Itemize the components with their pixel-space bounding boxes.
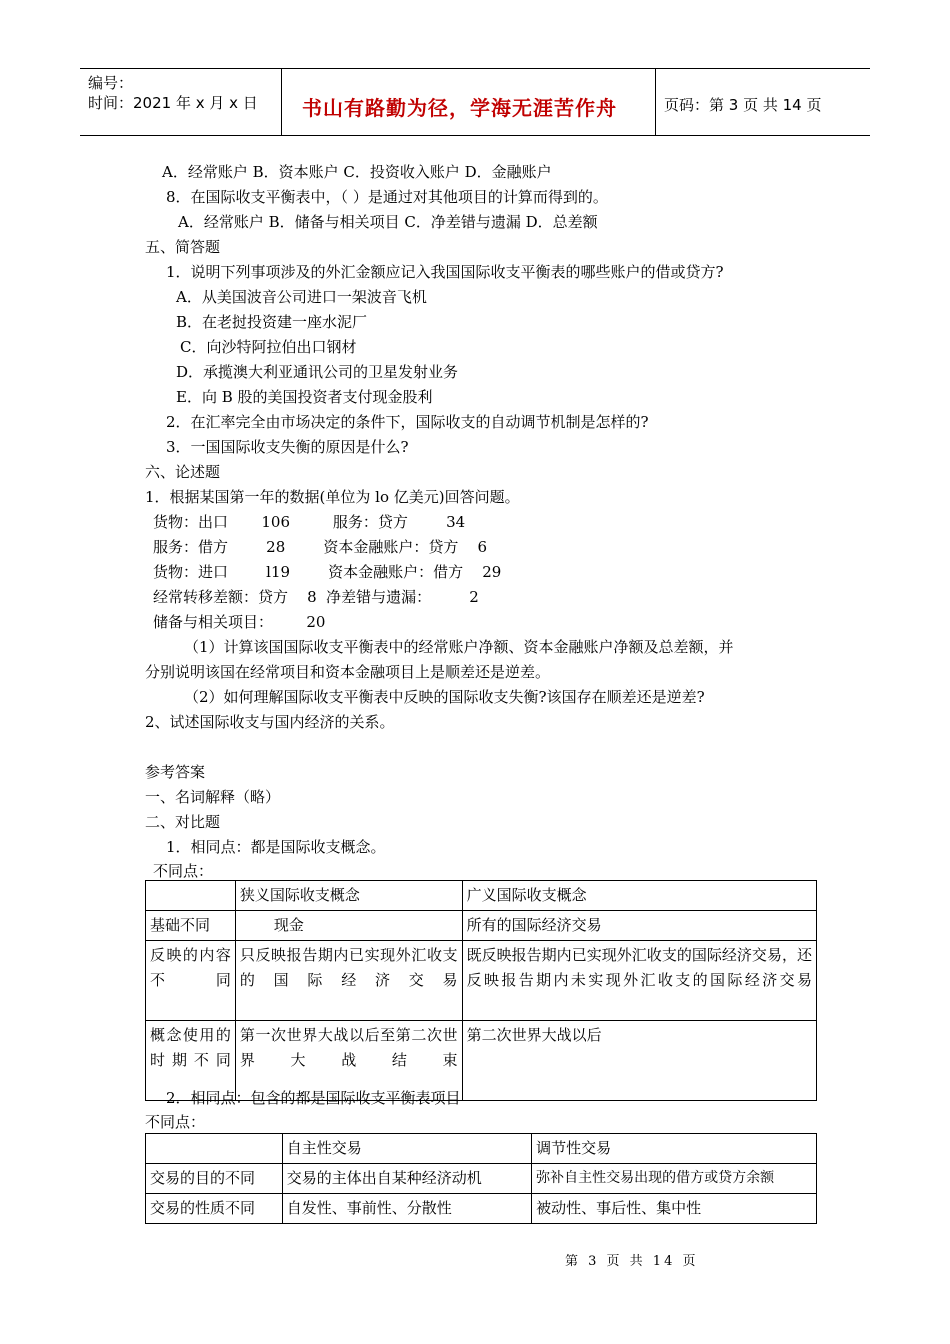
table-cell: 现金 (235, 911, 462, 941)
data-row-5: 储备与相关项目： 20 (153, 613, 326, 631)
answer-2-1-diff-label: 不同点： (153, 862, 214, 880)
q7-options: A．经常账户 B．资本账户 C．投资收入账户 D．金融账户 (162, 163, 552, 181)
data-row-2: 服务：借方 28 资本金融账户：贷方 6 (153, 538, 487, 556)
page-footer: 第 3 页 共 14 页 (565, 1254, 699, 1269)
comparison-table-2 (145, 1133, 817, 1224)
header-divider-left (281, 68, 282, 136)
table-cell: 基础不同 (146, 911, 236, 941)
table-cell: 弥补自主性交易出现的借方或贷方余额 (532, 1164, 817, 1194)
s6-q1-part2: （2）如何理解国际收支平衡表中反映的国际收支失衡?该国存在顺差还是逆差? (184, 688, 705, 706)
data-row-3: 货物：进口 l19 资本金融账户：借方 29 (153, 563, 502, 581)
answer-2-1-same: 1．相同点：都是国际收支概念。 (166, 838, 386, 856)
table-row (146, 1134, 817, 1164)
table-cell: 第一次世界大战以后至第二次世界大战结束 (235, 1021, 462, 1101)
q8-options: A．经常账户 B．储备与相关项目 C．净差错与遗漏 D．总差额 (178, 213, 598, 231)
answer-2-2-diff-label: 不同点： (145, 1113, 206, 1131)
data-row-1: 货物：出口 106 服务：贷方 34 (153, 513, 466, 531)
table-cell: 第二次世界大战以后 (462, 1021, 816, 1101)
table-row (146, 1194, 817, 1224)
s5-q1-option-c: C．向沙特阿拉伯出口钢材 (180, 338, 357, 356)
header-bottom-rule (80, 135, 870, 136)
table-cell: 只反映报告期内已实现外汇收支的国际经济交易 (235, 941, 462, 1021)
table-header: 狭义国际收支概念 (235, 881, 462, 911)
table-cell (146, 881, 236, 911)
s6-q1-part1-line1: （1）计算该国国际收支平衡表中的经常账户净额、资本金融账户净额及总差额，并 (184, 638, 734, 656)
table-header: 自主性交易 (282, 1134, 531, 1164)
table-cell: 自发性、事前性、分散性 (282, 1194, 531, 1224)
s5-question2: 2．在汇率完全由市场决定的条件下，国际收支的自动调节机制是怎样的? (166, 413, 649, 431)
header-number-label: 编号： (88, 74, 134, 92)
header-divider-right (655, 68, 656, 136)
s5-question3: 3．一国国际收支失衡的原因是什么? (166, 438, 409, 456)
table-header: 广义国际收支概念 (462, 881, 816, 911)
header-motto: 书山有路勤为径，学海无涯苦作舟 (302, 96, 617, 120)
section6-title: 六、论述题 (145, 463, 221, 481)
data-row-4: 经常转移差额：贷方 8 净差错与遗漏： 2 (153, 588, 479, 606)
s6-question2: 2、试述国际收支与国内经济的关系。 (145, 713, 395, 731)
answer-section-1: 一、名词解释（略） (145, 788, 281, 806)
table-cell: 交易的性质不同 (146, 1194, 283, 1224)
s5-question1: 1．说明下列事项涉及的外汇金额应记入我国国际收支平衡表的哪些账户的借或贷方? (166, 263, 724, 281)
s6-question1: 1．根据某国第一年的数据(单位为 lo 亿美元)回答问题。 (145, 488, 520, 506)
s6-q1-part1-line2: 分别说明该国在经常项目和资本金融项目上是顺差还是逆差。 (145, 663, 551, 681)
header-page-label: 页码：第 3 页 共 14 页 (664, 96, 822, 114)
table-row (146, 1164, 817, 1194)
s5-q1-option-e: E．向 B 股的美国投资者支付现金股利 (176, 388, 433, 406)
s5-q1-option-b: B．在老挝投资建一座水泥厂 (176, 313, 368, 331)
header-time-label: 时间：2021 年 x 月 x 日 (88, 94, 258, 112)
table-cell: 所有的国际经济交易 (462, 911, 816, 941)
comparison-table-1 (145, 880, 817, 1101)
table-row (146, 881, 817, 911)
answer-2-2-same: 2．相同点：包含的都是国际收支平衡表项目 (166, 1089, 461, 1107)
table-cell: 概念使用的时期不同 (146, 1021, 236, 1101)
section5-title: 五、简答题 (145, 238, 221, 256)
table-cell: 反映的内容不同 (146, 941, 236, 1021)
table-cell: 交易的主体出自某种经济动机 (282, 1164, 531, 1194)
table-cell: 交易的目的不同 (146, 1164, 283, 1194)
table-row (146, 911, 817, 941)
s5-q1-option-d: D．承揽澳大利亚通讯公司的卫星发射业务 (176, 363, 459, 381)
answers-title: 参考答案 (145, 763, 206, 781)
s5-q1-option-a: A．从美国波音公司进口一架波音飞机 (176, 288, 427, 306)
table-row (146, 941, 817, 1021)
table-cell (146, 1134, 283, 1164)
answer-section-2: 二、对比题 (145, 813, 221, 831)
q8-text: 8．在国际收支平衡表中，（ ）是通过对其他项目的计算而得到的。 (166, 188, 608, 206)
table-cell: 被动性、事后性、集中性 (532, 1194, 817, 1224)
table-cell: 既反映报告期内已实现外汇收支的国际经济交易，还反映报告期内未实现外汇收支的国际经济交易 (462, 941, 816, 1021)
table-header: 调节性交易 (532, 1134, 817, 1164)
header-top-rule (80, 68, 870, 69)
